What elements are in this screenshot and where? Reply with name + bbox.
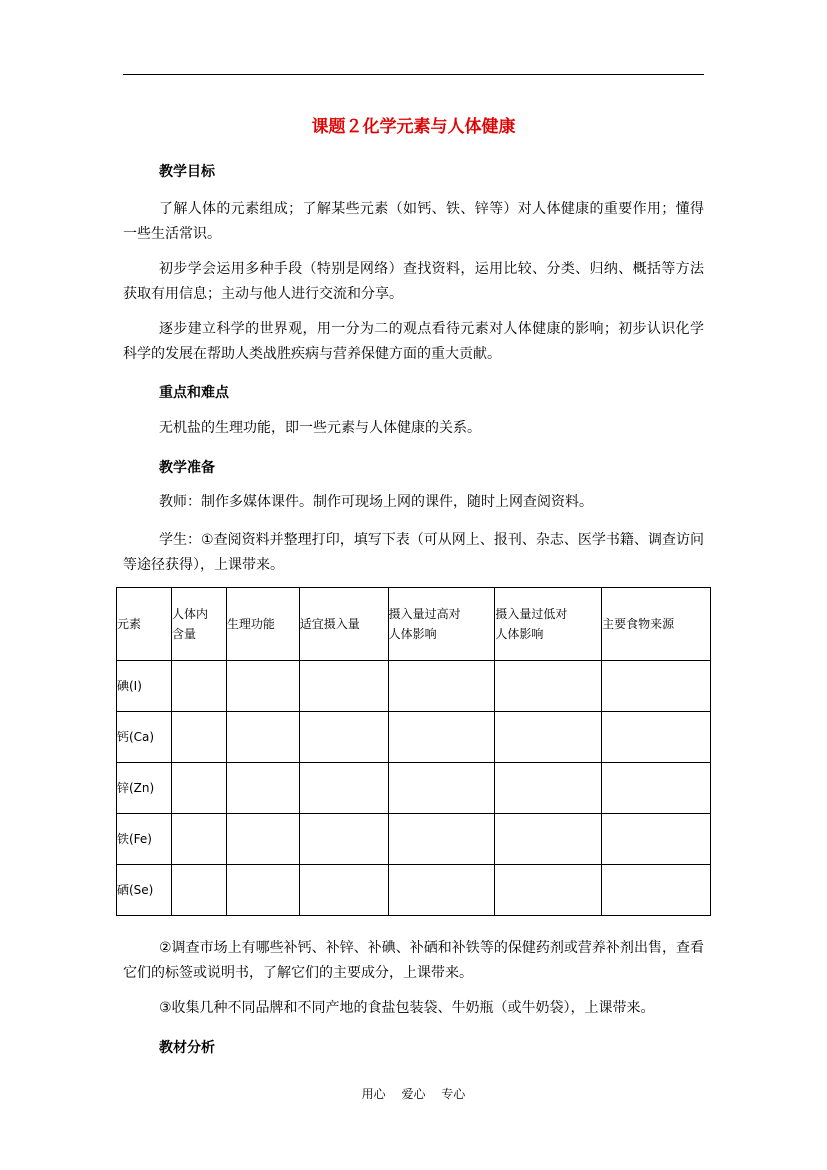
objective-1: 了解人体的元素组成；了解某些元素（如钙、铁、锌等）对人体健康的重要作用；懂得一些生活常识。 [123,201,704,242]
collect-text: ③收集几种不同品牌和不同产地的食盐包装袋、牛奶瓶（或牛奶袋），上课带来。 [159,1000,655,1016]
table-row [117,865,711,916]
element-cell: 铁(Fe) [117,814,172,865]
empty-cell [299,814,388,865]
empty-cell [495,661,602,712]
empty-cell [171,814,226,865]
element-cell: 硒(Se) [117,865,172,916]
objective-2: 初步学会运用多种手段（特别是网络）查找资料，运用比较、分类、归纳、概括等方法获取有用信息；主动与他人进行交流和分享。 [123,261,704,302]
table-header-cell: 摄入量过高对 人体影响 [388,588,495,661]
empty-cell [299,661,388,712]
table-row [117,814,711,865]
empty-cell [602,763,711,814]
page-footer: 用心 爱心 专心 [361,1087,466,1101]
prep-heading: 教学准备 [159,460,215,476]
empty-cell [171,865,226,916]
teacher-text: 教师：制作多媒体课件。制作可现场上网的课件，随时上网查阅资料。 [159,494,593,510]
empty-cell [388,814,495,865]
table-header-row [117,588,711,661]
empty-cell [602,712,711,763]
empty-cell [495,763,602,814]
table-row [117,763,711,814]
empty-cell [226,661,299,712]
empty-cell [171,712,226,763]
key-text: 无机盐的生理功能，即一些元素与人体健康的关系。 [159,420,481,436]
objectives-heading: 教学目标 [159,164,215,180]
table-header-cell: 摄入量过低对 人体影响 [495,588,602,661]
empty-cell [388,661,495,712]
element-cell: 钙(Ca) [117,712,172,763]
empty-cell [226,814,299,865]
empty-cell [602,865,711,916]
empty-cell [171,661,226,712]
empty-cell [602,661,711,712]
empty-cell [495,865,602,916]
table-header-cell: 生理功能 [226,588,299,661]
empty-cell [226,712,299,763]
table-header-cell: 人体内 含量 [171,588,226,661]
empty-cell [171,763,226,814]
table-row [117,712,711,763]
empty-cell [602,814,711,865]
table-header-cell: 元素 [117,588,172,661]
empty-cell [299,865,388,916]
empty-cell [388,712,495,763]
element-cell: 碘(I) [117,661,172,712]
element-cell: 锌(Zn) [117,763,172,814]
page-title: 课题２化学元素与人体健康 [311,117,516,137]
empty-cell [495,814,602,865]
empty-cell [226,763,299,814]
table-header-cell: 主要食物来源 [602,588,711,661]
analysis-heading: 教材分析 [159,1040,215,1056]
table-header-cell: 适宜摄入量 [299,588,388,661]
empty-cell [388,865,495,916]
student-text: 学生：①查阅资料并整理打印，填写下表（可从网上、报刊、杂志、医学书籍、调查访问等途径获得），上课带来。 [123,532,704,573]
empty-cell [226,865,299,916]
header-rule [123,74,704,75]
key-heading: 重点和难点 [159,385,229,401]
table-row [117,661,711,712]
nutrient-table [116,587,711,916]
objective-3: 逐步建立科学的世界观，用一分为二的观点看待元素对人体健康的影响；初步认识化学科学的发展在帮助人类战胜疾病与营养保健方面的重大贡献。 [123,321,704,362]
empty-cell [299,763,388,814]
empty-cell [495,712,602,763]
survey-text: ②调查市场上有哪些补钙、补锌、补碘、补硒和补铁等的保健药剂或营养补剂出售，查看它们的标签或说明书，了解它们的主要成分，上课带来。 [123,940,704,981]
empty-cell [299,712,388,763]
empty-cell [388,763,495,814]
